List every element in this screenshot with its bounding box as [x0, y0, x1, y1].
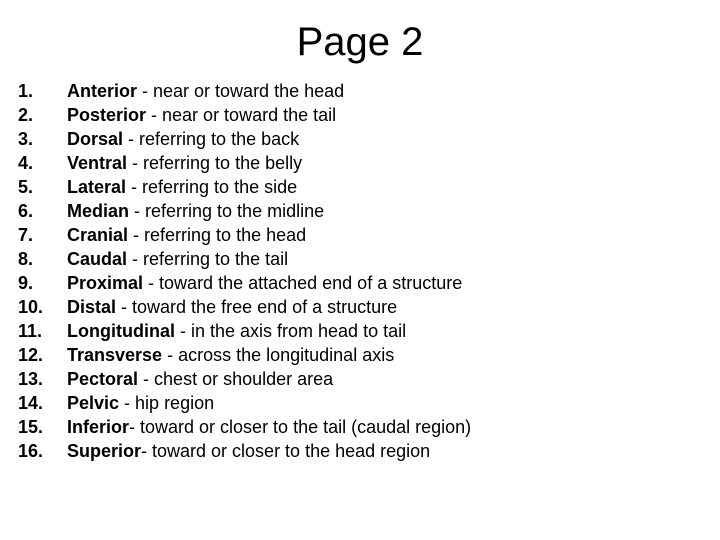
item-number: 10. — [18, 297, 44, 317]
item-definition: - toward or closer to the head region — [141, 441, 431, 461]
item-term: Superior — [67, 441, 142, 461]
item-number: 11. — [18, 321, 43, 341]
item-text — [67, 103, 336, 127]
item-number: 5. — [18, 177, 34, 197]
item-text — [67, 223, 306, 247]
item-definition: - toward or closer to the tail (caudal region) — [129, 417, 472, 437]
item-term: Transverse — [67, 345, 163, 365]
list-item — [18, 247, 708, 271]
item-definition: - near or toward the tail — [146, 105, 337, 125]
list-item — [18, 295, 708, 319]
item-text — [67, 151, 302, 175]
item-definition: - referring to the midline — [129, 201, 325, 221]
item-term: Lateral — [67, 177, 127, 197]
list-item — [18, 391, 708, 415]
list-item — [18, 127, 708, 151]
item-number: 6. — [18, 201, 34, 221]
list-item — [18, 343, 708, 367]
item-text — [67, 367, 333, 391]
item-term: Ventral — [67, 153, 128, 173]
item-definition: - in the axis from head to tail — [174, 321, 407, 341]
item-text — [67, 415, 471, 439]
item-definition: - across the longitudinal axis — [162, 345, 395, 365]
item-number: 13. — [18, 369, 44, 389]
item-number: 2. — [18, 105, 34, 125]
list-item — [18, 271, 708, 295]
item-term: Longitudinal — [67, 321, 175, 341]
item-number: 15. — [18, 417, 44, 437]
page-title: Page 2 — [296, 20, 424, 64]
item-number: 14. — [18, 393, 44, 413]
item-term: Caudal — [67, 249, 128, 269]
item-definition: - referring to the head — [128, 225, 307, 245]
item-term: Cranial — [67, 225, 129, 245]
item-number: 3. — [18, 129, 34, 149]
item-number: 16. — [18, 441, 44, 461]
list-item — [18, 199, 708, 223]
item-text — [67, 319, 406, 343]
item-definition: - chest or shoulder area — [138, 369, 334, 389]
list-item — [18, 175, 708, 199]
item-number: 12. — [18, 345, 44, 365]
item-term: Pelvic — [67, 393, 120, 413]
item-term: Proximal — [67, 273, 144, 293]
list-item — [18, 439, 708, 463]
item-definition: - near or toward the head — [137, 81, 345, 101]
item-text — [67, 175, 297, 199]
item-definition: - toward the attached end of a structure — [143, 273, 463, 293]
item-definition: - referring to the tail — [127, 249, 289, 269]
item-number: 9. — [18, 273, 34, 293]
item-definition: - toward the free end of a structure — [116, 297, 398, 317]
item-text — [67, 295, 397, 319]
list-item — [18, 151, 708, 175]
item-text — [67, 79, 344, 103]
item-term: Inferior — [67, 417, 130, 437]
item-number: 8. — [18, 249, 34, 269]
item-definition: - referring to the side — [126, 177, 298, 197]
item-number: 7. — [18, 225, 34, 245]
item-text — [67, 271, 462, 295]
item-number: 1. — [18, 81, 34, 101]
item-text — [67, 439, 430, 463]
item-term: Posterior — [67, 105, 147, 125]
list-item — [18, 223, 708, 247]
item-term: Dorsal — [67, 129, 124, 149]
item-definition: - referring to the belly — [127, 153, 303, 173]
list-item — [18, 367, 708, 391]
item-term: Pectoral — [67, 369, 139, 389]
item-text — [67, 127, 299, 151]
item-text — [67, 199, 324, 223]
list-item — [18, 319, 708, 343]
list-item — [18, 79, 708, 103]
item-text — [67, 247, 288, 271]
list-item — [18, 415, 708, 439]
item-text — [67, 391, 214, 415]
item-number: 4. — [18, 153, 34, 173]
item-term: Median — [67, 201, 130, 221]
item-definition: - referring to the back — [123, 129, 300, 149]
item-definition: - hip region — [119, 393, 215, 413]
item-text — [67, 343, 394, 367]
item-term: Anterior — [67, 81, 138, 101]
item-term: Distal — [67, 297, 117, 317]
term-list — [18, 79, 708, 463]
list-item — [18, 103, 708, 127]
